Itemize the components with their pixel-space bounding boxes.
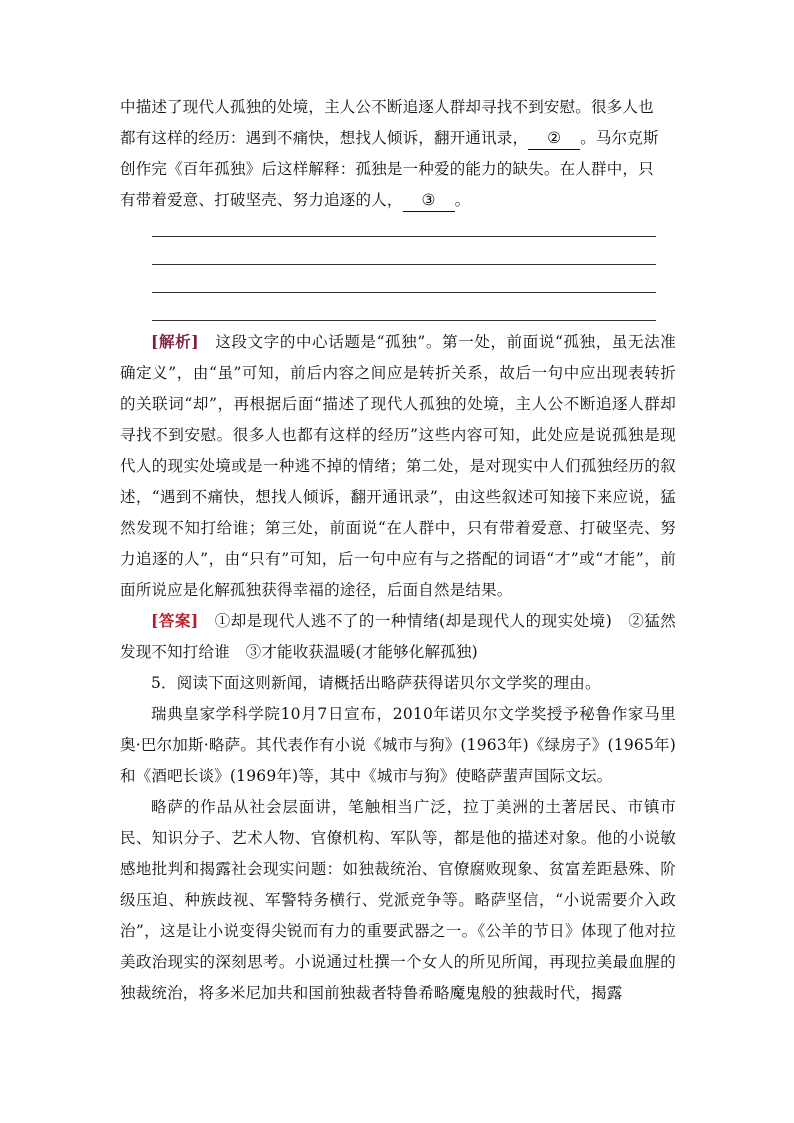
answer-paragraph [120,605,676,668]
answer-line-2 [152,264,656,265]
passage-line-4: 有带着爱意、打破坚壳、努力追逐的人， ③ 。 [120,185,676,216]
answer-text: ①却是现代人逃不了的一种情绪(却是现代人的现实处境) ②猛然发现不知打给谁 ③才能收获温暖(才能够化解孤独) [120,612,677,661]
blank-3: ③ [403,189,455,212]
question-5 [120,668,676,699]
news-paragraph-2: 略萨的作品从社会层面讲，笔触相当广泛，拉丁美洲的土著居民、市镇市民、知识分子、艺术人物、官僚机构、军队等，都是他的描述对象。他的小说敏感地批判和揭露社会现实问题：如独裁统治、官僚腐败现象、贫富差距悬殊、阶级压迫、种族歧视、军警特务横行、党派竞争等。略萨坚信，“小说需要介入政治”，这是让小说变得尖锐而有力的重要武器之一。《公羊的节日》体现了他对拉美政治现实的深刻思考。小说通过杜撰一个女人的所见所闻，再现拉美最血腥的独裁统治，将多米尼加共和国前独裁者特鲁希略魔鬼般的独裁时代，揭露 [120,798,676,1002]
analysis-block [120,326,676,606]
analysis-text: 这段文字的中心话题是“孤独”。第一处，前面说“孤独，虽无法准确定义”，由“虽”可知，前后内容之间应是转折关系，故后一句中应出现表转折的关联词“却”，再根据后面“描述了现代人孤独的处境，主人公不断追逐人群却寻找不到安慰。很多人也都有这样的经历”这些内容可知，此处应是说孤独是现代人的现实处境或是一种逃不掉的情绪；第二处，是对现实中人们孤独经历的叙述，“遇到不痛快，想找人倾诉，翻开通讯录”，由这些叙述可知接下来应说，猛然发现不知打给谁；第三处，前面说“在人群中，只有带着爱意、打破坚壳、努力追逐的人”，由“只有”可知，后一句中应有与之搭配的词语“才”或“才能”，前面所说应是化解孤独获得幸福的途径，后面自然是结果。 [120,333,677,599]
blank-2: ② [528,127,580,150]
analysis-paragraph [120,326,676,606]
question-5-block [120,668,676,1009]
question-prompt: 阅读下面这则新闻，请概括出略萨获得诺贝尔文学奖的理由。 [176,674,601,692]
answer-line-3 [152,292,656,293]
answer-tag: [答案] [151,611,199,630]
answer-block [120,605,676,668]
passage-line-2: 都有这样的经历：遇到不痛快，想找人倾诉，翻开通讯录， ② 。马尔克斯 [120,123,676,154]
answer-line-1 [152,236,656,237]
passage-line-3: 创作完《百年孤独》后这样解释：孤独是一种爱的能力的缺失。在人群中，只 [120,160,654,178]
passage-block [120,92,676,216]
news-paragraph-1: 瑞典皇家学科学院10月7日宣布，2010年诺贝尔文学奖授予秘鲁作家马里奥·巴尔加斯·略萨。其代表作有小说《城市与狗》(1963年)《绿房子》(1965年)和《酒吧长谈》(1969年)等，其中《城市与狗》使略萨蜚声国际文坛。 [120,705,676,785]
answer-line-4 [152,320,656,321]
question-number: 5． [151,674,177,692]
passage-line-1: 中描述了现代人孤独的处境，主人公不断追逐人群却寻找不到安慰。很多人也 [120,98,654,116]
analysis-tag: [解析] [151,332,199,351]
